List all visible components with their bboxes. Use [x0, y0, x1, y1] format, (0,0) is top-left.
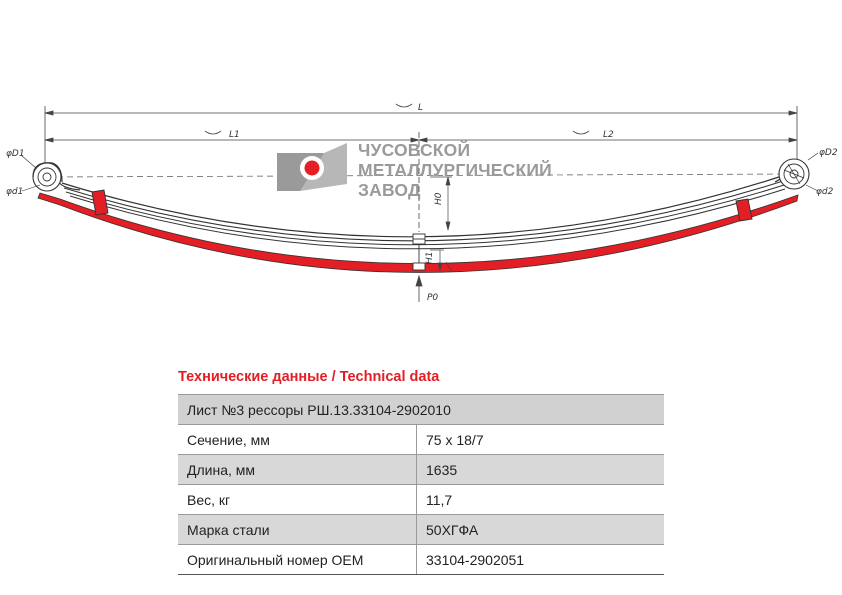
table-row: [178, 515, 664, 545]
row-label: Марка стали: [178, 515, 417, 545]
row-value: 50ХГФА: [417, 515, 665, 545]
tech-data-title: Технические данные / Technical data: [178, 369, 440, 385]
label-d1-outer: φD1: [6, 149, 25, 159]
row-value: 75 x 18/7: [417, 425, 665, 455]
table-header-row: [178, 395, 664, 425]
label-l1: L1: [229, 130, 240, 140]
tech-data-table: [178, 394, 664, 575]
label-h1: H1: [425, 251, 435, 264]
label-h0: H0: [434, 192, 444, 205]
company-logo: [277, 139, 552, 200]
left-eye: [22, 156, 62, 191]
table-header-cell: Лист №3 рессоры РШ.13.33104-2902010: [178, 395, 664, 425]
label-l: L: [418, 103, 424, 113]
row-label: Вес, кг: [178, 485, 417, 515]
table-row: [178, 545, 664, 575]
label-p: P0: [427, 293, 439, 303]
highlighted-leaf: [38, 193, 798, 273]
row-label: Сечение, мм: [178, 425, 417, 455]
row-value: 11,7: [417, 485, 665, 515]
logo-line-2: МЕТАЛЛУРГИЧЕСКИЙ: [358, 160, 552, 180]
right-eye: [779, 153, 818, 191]
label-d2-outer: φD2: [819, 148, 838, 158]
table-row: [178, 485, 664, 515]
centre-bolt: [413, 234, 425, 270]
row-label: Длина, мм: [178, 455, 417, 485]
spring-clamps: [92, 190, 752, 221]
label-d1-inner: φd1: [6, 187, 24, 197]
table-row: [178, 455, 664, 485]
table-row: [178, 425, 664, 455]
row-label: Оригинальный номер OEM: [178, 545, 417, 575]
label-l2: L2: [603, 130, 614, 140]
label-d2-inner: φd2: [816, 187, 834, 197]
load-arrow: [416, 276, 422, 302]
row-value: 1635: [417, 455, 665, 485]
logo-line-3: ЗАВОД: [358, 180, 421, 200]
logo-line-1: ЧУСОВСКОЙ: [358, 140, 471, 160]
row-value: 33104-2902051: [417, 545, 665, 575]
